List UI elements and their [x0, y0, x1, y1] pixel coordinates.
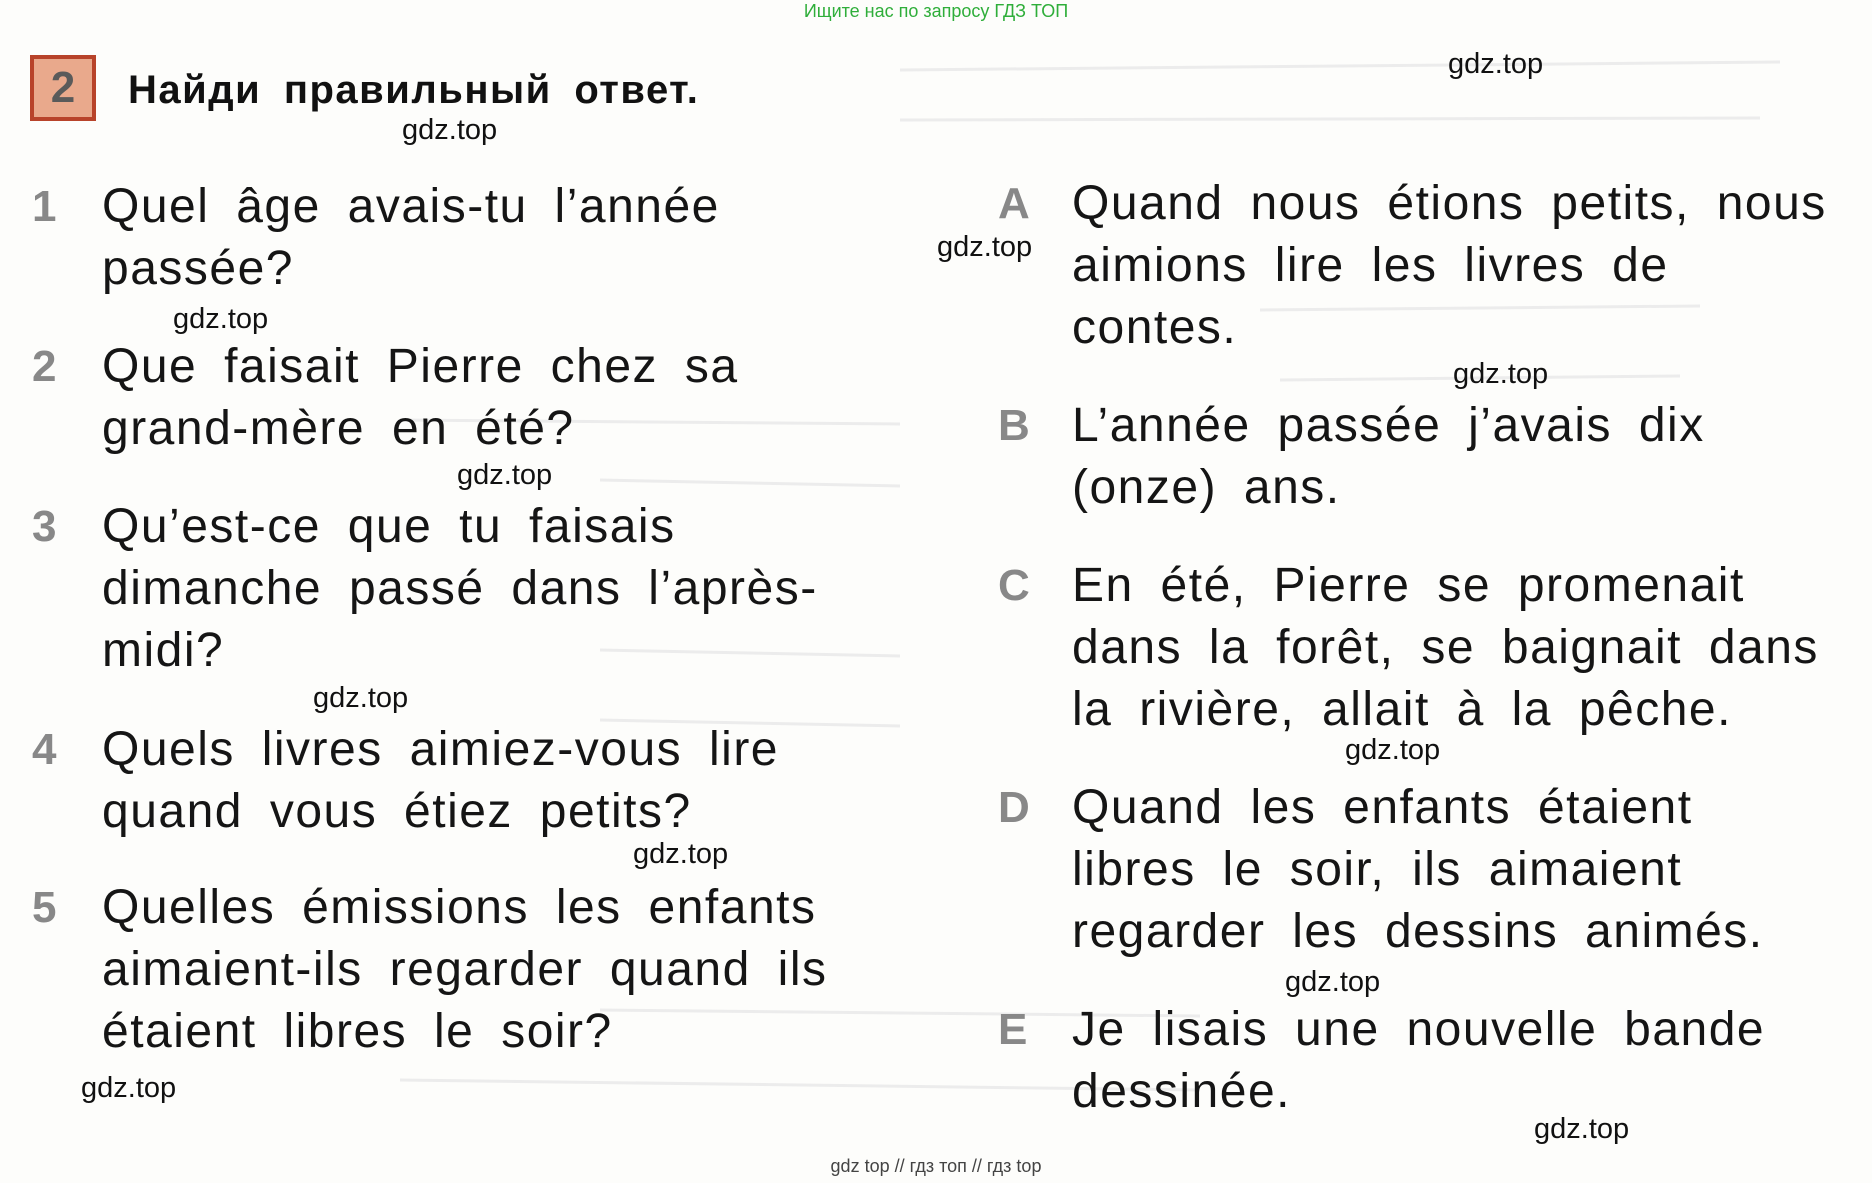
question-1 — [32, 176, 832, 300]
question-number: 4 — [32, 725, 57, 774]
watermark: gdz.top — [937, 231, 1033, 263]
top-banner: Ищите нас по запросу ГДЗ ТОП — [803, 1, 1069, 21]
question-4 — [32, 719, 862, 843]
answer-d — [998, 777, 1858, 963]
answer-letter: B — [998, 401, 1030, 450]
question-text: Quelles émissions les enfants aimaient-ils regarder quand ils étaient libres le soir? — [102, 881, 828, 1058]
bottom-banner: gdz top // гдз топ // гдз top — [830, 1156, 1042, 1176]
answer-text: Quand les enfants étaient libres le soir, ils aimaient regarder les dessins animés. — [1072, 781, 1764, 958]
question-3 — [32, 496, 862, 682]
answer-text: Je lisais une nouvelle bande dessinée. — [1072, 1003, 1766, 1118]
watermark: gdz.top — [1345, 734, 1441, 766]
question-number: 5 — [32, 883, 57, 932]
answer-text: En été, Pierre se promenait dans la forêt, se baignait dans la rivière, allait à la pêche. — [1072, 559, 1819, 736]
answer-letter: C — [998, 561, 1030, 610]
watermark: gdz.top — [1448, 48, 1544, 80]
watermark: gdz.top — [1534, 1113, 1630, 1145]
answer-a — [998, 173, 1858, 359]
task-number-badge: 2 — [30, 55, 96, 121]
answer-text: L’année passée j’avais dix (onze) ans. — [1072, 399, 1705, 514]
watermark: gdz.top — [402, 114, 498, 146]
answer-c — [998, 555, 1868, 741]
watermark: gdz.top — [81, 1072, 177, 1104]
answer-letter: D — [998, 783, 1030, 832]
question-2 — [32, 336, 832, 460]
task-title: Найди правильный ответ. — [128, 68, 700, 112]
question-text: Quel âge avais-tu l’année passée? — [102, 180, 720, 295]
watermark: gdz.top — [173, 303, 269, 335]
watermark: gdz.top — [1453, 358, 1549, 390]
answer-letter: E — [998, 1005, 1028, 1054]
question-5 — [32, 877, 872, 1063]
question-text: Quels livres aimiez-vous lire quand vous étiez petits? — [102, 723, 779, 838]
question-number: 3 — [32, 502, 57, 551]
watermark: gdz.top — [457, 459, 553, 491]
question-text: Qu’est-ce que tu faisais dimanche passé dans l’après-midi? — [102, 500, 818, 677]
question-number: 1 — [32, 182, 57, 231]
answer-text: Quand nous étions petits, nous aimions lire les livres de contes. — [1072, 177, 1827, 354]
answer-e — [998, 999, 1858, 1123]
question-text: Que faisait Pierre chez sa grand-mère en été? — [102, 340, 739, 455]
question-number: 2 — [32, 342, 57, 391]
watermark: gdz.top — [313, 682, 409, 714]
watermark: gdz.top — [633, 838, 729, 870]
answer-letter: A — [998, 179, 1030, 228]
answer-b — [998, 395, 1858, 519]
watermark: gdz.top — [1285, 966, 1381, 998]
